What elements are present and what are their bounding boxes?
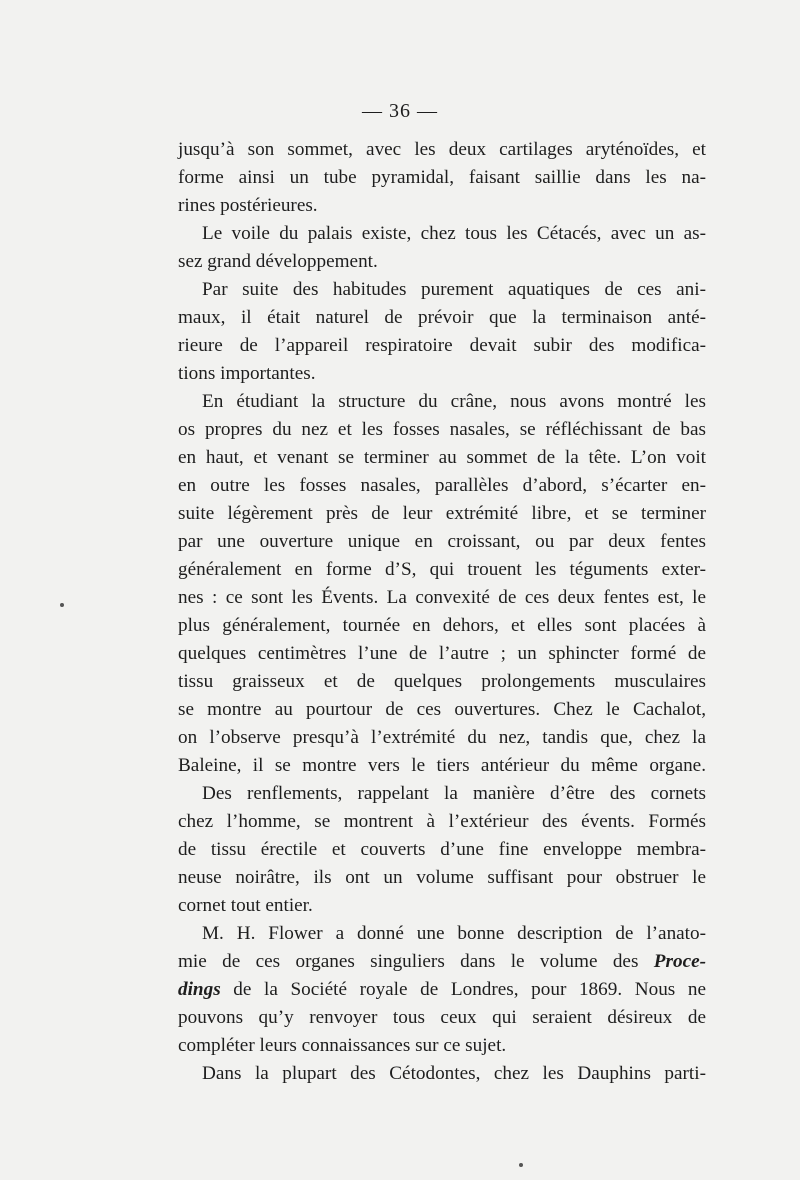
text-line: Dans la plupart des Cétodontes, chez les Dauphins parti-: [202, 1063, 706, 1084]
text-line: neuse noirâtre, ils ont un volume suffisant pour obstruer le: [178, 867, 706, 888]
print-speck: [519, 1163, 523, 1167]
page-number: — 36 —: [362, 100, 438, 122]
text-line: quelques centimètres l’une de l’autre ; un sphincter formé de: [178, 643, 706, 664]
text-line: généralement en forme d’S, qui trouent les téguments exter-: [178, 559, 706, 580]
text-line: plus généralement, tournée en dehors, et elles sont placées à: [178, 615, 706, 636]
text-line: En étudiant la structure du crâne, nous avons montré les: [202, 391, 706, 412]
italic-title-part: Proce-: [653, 951, 707, 972]
text-line: sez grand développement.: [178, 251, 378, 272]
text-line: [178, 976, 706, 1004]
text-line: forme ainsi un tube pyramidal, faisant saillie dans les na-: [178, 167, 706, 188]
text-line-part: mie de ces organes singuliers dans le volume des: [178, 951, 639, 972]
text-line: en haut, et venant se terminer au sommet de la tête. L’on voit: [178, 447, 706, 468]
text-line: par une ouverture unique en croissant, ou par deux fentes: [178, 531, 706, 552]
text-line: on l’observe presqu’à l’extrémité du nez, tandis que, chez la: [178, 727, 706, 748]
text-line: maux, il était naturel de prévoir que la terminaison anté-: [178, 307, 706, 328]
print-speck: [60, 603, 64, 607]
text-line: rieure de l’appareil respiratoire devait subir des modifica-: [178, 335, 706, 356]
text-line: suite légèrement près de leur extrémité libre, et se terminer: [178, 503, 706, 524]
text-line: tions importantes.: [178, 363, 316, 384]
text-line: compléter leurs connaissances sur ce sujet.: [178, 1035, 507, 1056]
text-line: rines postérieures.: [178, 195, 318, 216]
text-line: en outre les fosses nasales, parallèles d’abord, s’écarter en-: [178, 475, 706, 496]
text-line: tissu graisseux et de quelques prolongements musculaires: [178, 671, 706, 692]
text-line: se montre au pourtour de ces ouvertures. Chez le Cachalot,: [178, 699, 706, 720]
text-line-part: de la Société royale de Londres, pour 1869. Nous ne: [233, 979, 706, 1000]
text-line: pouvons qu’y renvoyer tous ceux qui seraient désireux de: [178, 1007, 706, 1028]
text-line: Des renflements, rappelant la manière d’être des cornets: [202, 783, 706, 804]
text-line: [178, 948, 706, 976]
body-text: [178, 136, 706, 1088]
text-line: Le voile du palais existe, chez tous les Cétacés, avec un as-: [202, 223, 706, 244]
text-line: os propres du nez et les fosses nasales, se réfléchissant de bas: [178, 419, 706, 440]
text-line: cornet tout entier.: [178, 895, 313, 916]
text-line: Baleine, il se montre vers le tiers antérieur du même organe.: [178, 755, 706, 776]
text-line: de tissu érectile et couverts d’une fine enveloppe membra-: [178, 839, 706, 860]
text-line: chez l’homme, se montrent à l’extérieur des évents. Formés: [178, 811, 706, 832]
text-line: Par suite des habitudes purement aquatiques de ces ani-: [202, 279, 706, 300]
text-line: nes : ce sont les Évents. La convexité de ces deux fentes est, le: [178, 587, 706, 608]
text-line: jusqu’à son sommet, avec les deux cartilages aryténoïdes, et: [178, 139, 706, 160]
text-line: M. H. Flower a donné une bonne description de l’anato-: [202, 923, 706, 944]
italic-title-part: dings: [178, 979, 221, 1000]
